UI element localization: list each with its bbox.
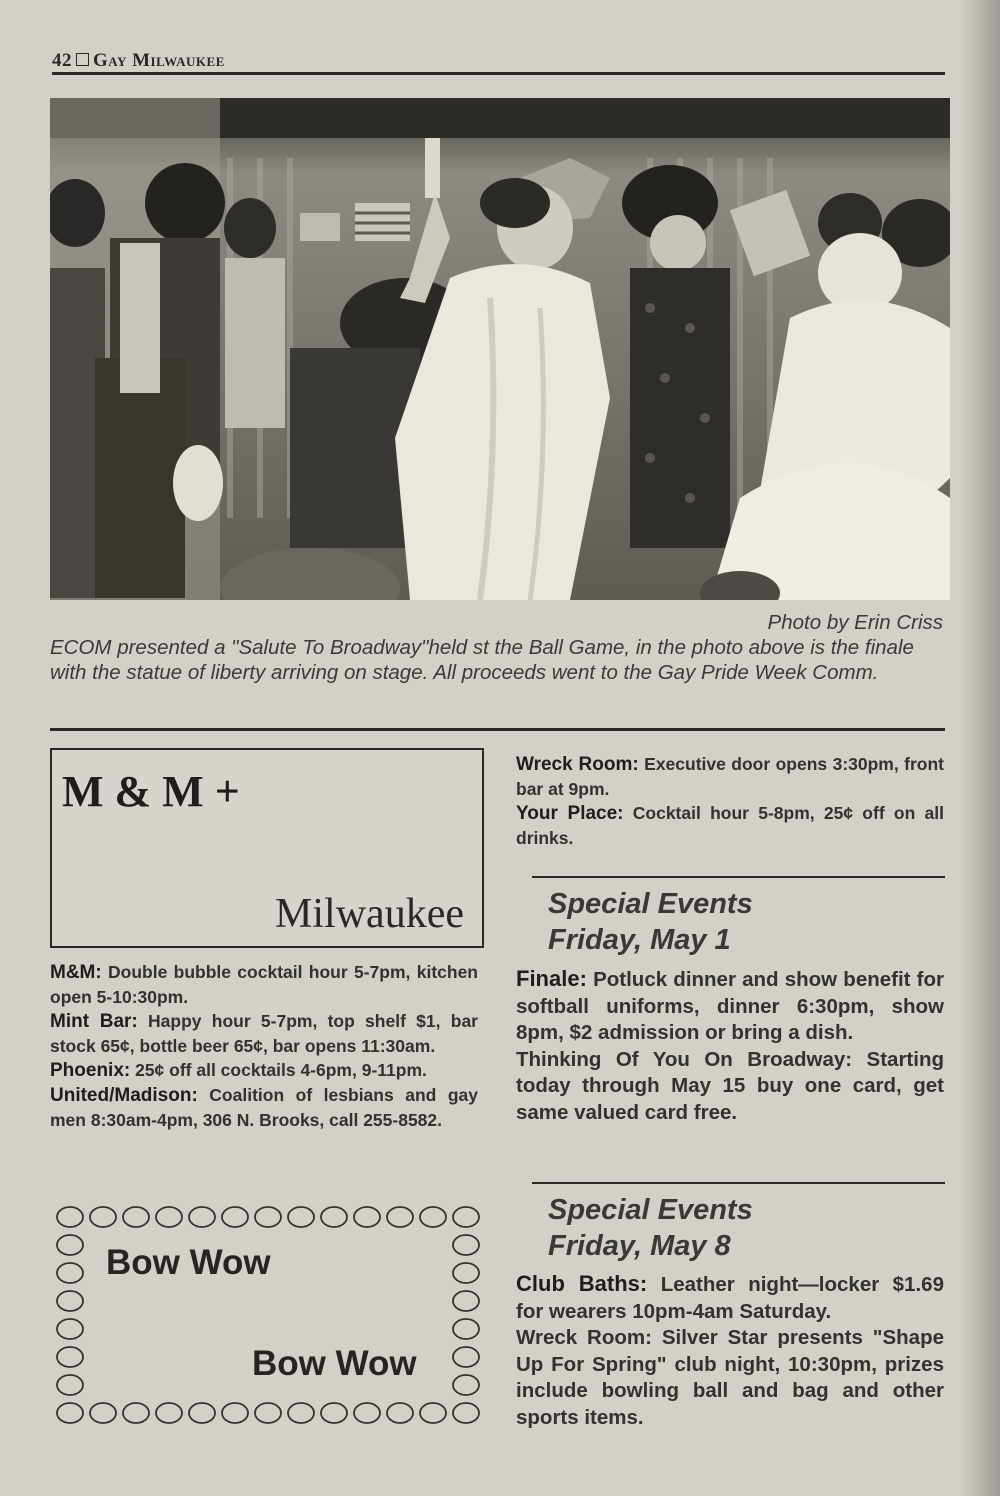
square-bullet-icon bbox=[76, 53, 89, 66]
events-may1-items bbox=[516, 966, 944, 1126]
events-heading-may8 bbox=[548, 1192, 753, 1264]
ad-brand: M & M + bbox=[62, 767, 240, 816]
photo-caption bbox=[50, 610, 943, 685]
listing-item: Mint Bar: Happy hour 5-7pm, top shelf $1, bar stock 65¢, bottle beer 65¢, bar opens 11:30am. bbox=[50, 1011, 478, 1056]
circle-border bbox=[56, 1205, 484, 1427]
caption-text: ECOM presented a "Salute To Broadway"held st the Ball Game, in the photo above is the finale with the statue of liberty arriving on stage. All proceeds went to the Gay Pride Week Comm. bbox=[50, 636, 914, 684]
events-heading: Special Events bbox=[548, 888, 753, 920]
publication-title: Gay Milwaukee bbox=[93, 50, 225, 71]
mm-plus-ad bbox=[50, 748, 484, 948]
event-item: Thinking Of You On Broadway: Starting today through May 15 buy one card, get same valued card free. bbox=[516, 1047, 944, 1124]
event-item: Finale: Potluck dinner and show benefit for softball uniforms, dinner 6:30pm, show 8pm, $2 admission or bring a dish. bbox=[516, 966, 944, 1044]
column-divider bbox=[495, 744, 496, 1434]
page-header bbox=[52, 50, 945, 75]
photo-credit: Photo by Erin Criss bbox=[767, 611, 943, 634]
events-may8-items bbox=[516, 1271, 944, 1431]
event-item: Wreck Room: Silver Star presents "Shape Up For Spring" club night, 10:30pm, prizes include bowling ball and bag and other sports items. bbox=[516, 1326, 944, 1429]
events-heading-may1 bbox=[548, 886, 753, 958]
ad-line-1: Bow Wow bbox=[106, 1243, 271, 1282]
left-listings bbox=[50, 960, 478, 1132]
events-date: Friday, May 1 bbox=[548, 924, 731, 956]
events-divider bbox=[532, 876, 945, 878]
event-item: Club Baths: Leather night—locker $1.69 for wearers 10pm-4am Saturday. bbox=[516, 1271, 944, 1323]
section-divider bbox=[50, 728, 945, 731]
page-edge-shadow bbox=[960, 0, 1000, 1496]
photo-illustration bbox=[50, 98, 950, 600]
listing-item: M&M: Double bubble cocktail hour 5-7pm, kitchen open 5-10:30pm. bbox=[50, 962, 478, 1007]
event-photo bbox=[50, 98, 950, 600]
listing-item: Your Place: Cocktail hour 5-8pm, 25¢ off on all drinks. bbox=[516, 803, 944, 848]
page-number: 42 bbox=[52, 50, 72, 71]
ad-line-2: Bow Wow bbox=[252, 1344, 417, 1383]
bow-wow-ad bbox=[56, 1205, 484, 1427]
ad-city: Milwaukee bbox=[275, 891, 464, 937]
listing-item: United/Madison: Coalition of lesbians and gay men 8:30am-4pm, 306 N. Brooks, call 255-8582. bbox=[50, 1085, 478, 1130]
events-heading: Special Events bbox=[548, 1194, 753, 1226]
listing-item: Wreck Room: Executive door opens 3:30pm, front bar at 9pm. bbox=[516, 754, 945, 799]
right-top-listings bbox=[516, 752, 944, 850]
events-divider bbox=[532, 1182, 945, 1184]
listing-item: Phoenix: 25¢ off all cocktails 4-6pm, 9-11pm. bbox=[50, 1060, 427, 1081]
events-date: Friday, May 8 bbox=[548, 1230, 731, 1262]
